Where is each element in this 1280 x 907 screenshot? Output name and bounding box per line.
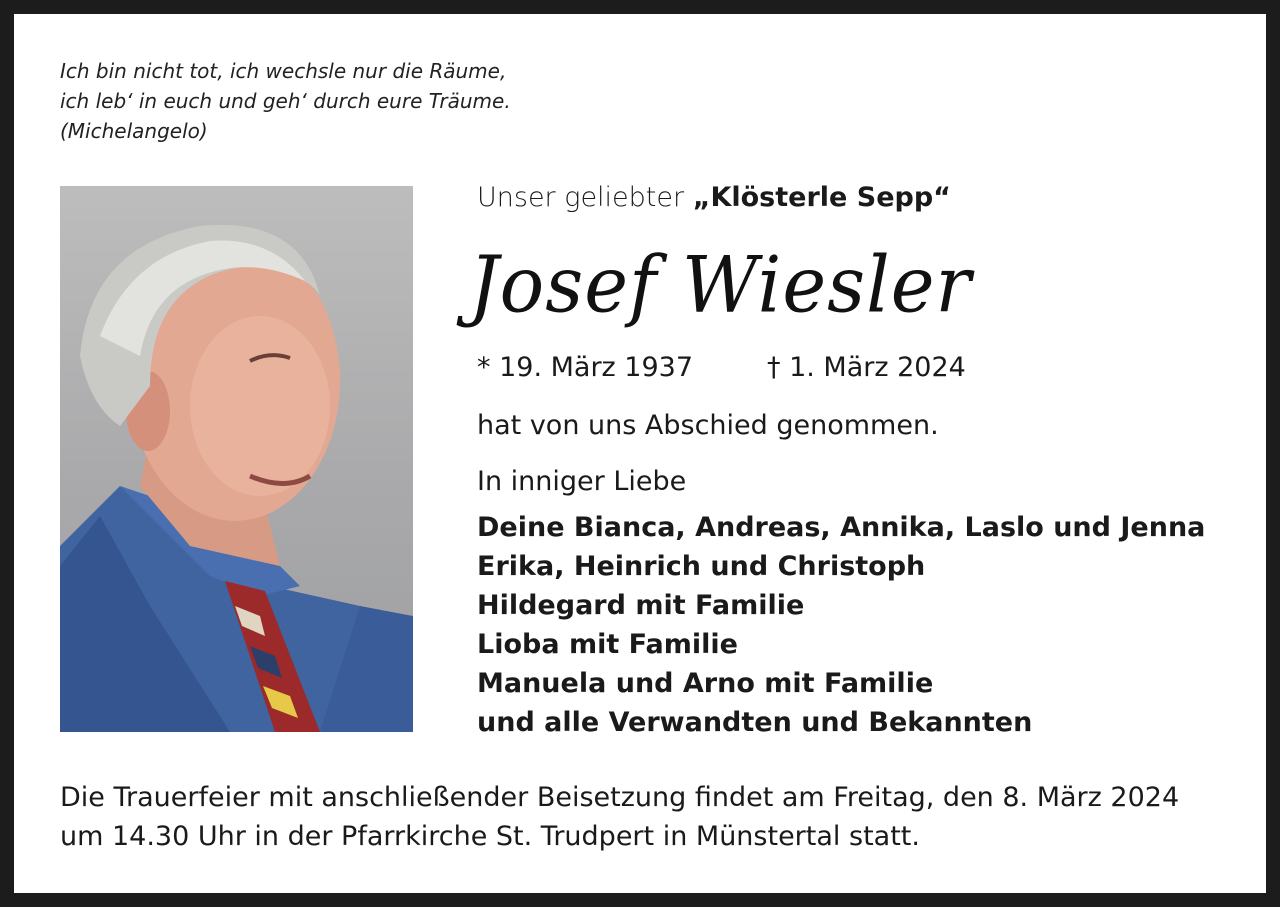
intro-line <box>477 182 951 213</box>
obituary-card <box>14 14 1266 893</box>
ceremony-line-2: um 14.30 Uhr in der Pfarrkirche St. Trudpert in Münstertal statt. <box>60 821 920 852</box>
mourner-line: und alle Verwandten und Bekannten <box>477 707 1033 738</box>
mourner-line: Manuela und Arno mit Familie <box>477 668 934 699</box>
mourners-list <box>477 508 1205 742</box>
mourner-line: Deine Bianca, Andreas, Annika, Laslo und Jenna <box>477 512 1206 543</box>
quote-line-2: ich leb‘ in euch und geh‘ durch eure Träume. <box>60 89 511 113</box>
mourner-line: Hildegard mit Familie <box>477 590 805 621</box>
nickname: „Klösterle Sepp“ <box>692 182 951 213</box>
love-text: In inniger Liebe <box>477 466 687 497</box>
memorial-quote <box>60 56 511 146</box>
mourner-line: Lioba mit Familie <box>477 629 738 660</box>
mourner-line: Erika, Heinrich und Christoph <box>477 551 926 582</box>
quote-line-1: Ich bin nicht tot, ich wechsle nur die Räume, <box>60 59 507 83</box>
quote-attribution: (Michelangelo) <box>60 119 208 143</box>
ceremony-line-1: Die Trauerfeier mit anschließender Beisetzung findet am Freitag, den 8. März 2024 <box>60 782 1180 813</box>
portrait-illustration <box>60 186 413 732</box>
farewell-text: hat von uns Abschied genommen. <box>477 410 939 441</box>
intro-prefix: Unser geliebter <box>477 182 685 213</box>
ceremony-notice <box>60 778 1179 856</box>
death-date: † 1. März 2024 <box>767 352 966 383</box>
portrait-photo <box>60 186 413 732</box>
life-dates <box>477 352 966 383</box>
birth-date: * 19. März 1937 <box>477 352 694 383</box>
deceased-name: Josef Wiesler <box>469 239 972 331</box>
